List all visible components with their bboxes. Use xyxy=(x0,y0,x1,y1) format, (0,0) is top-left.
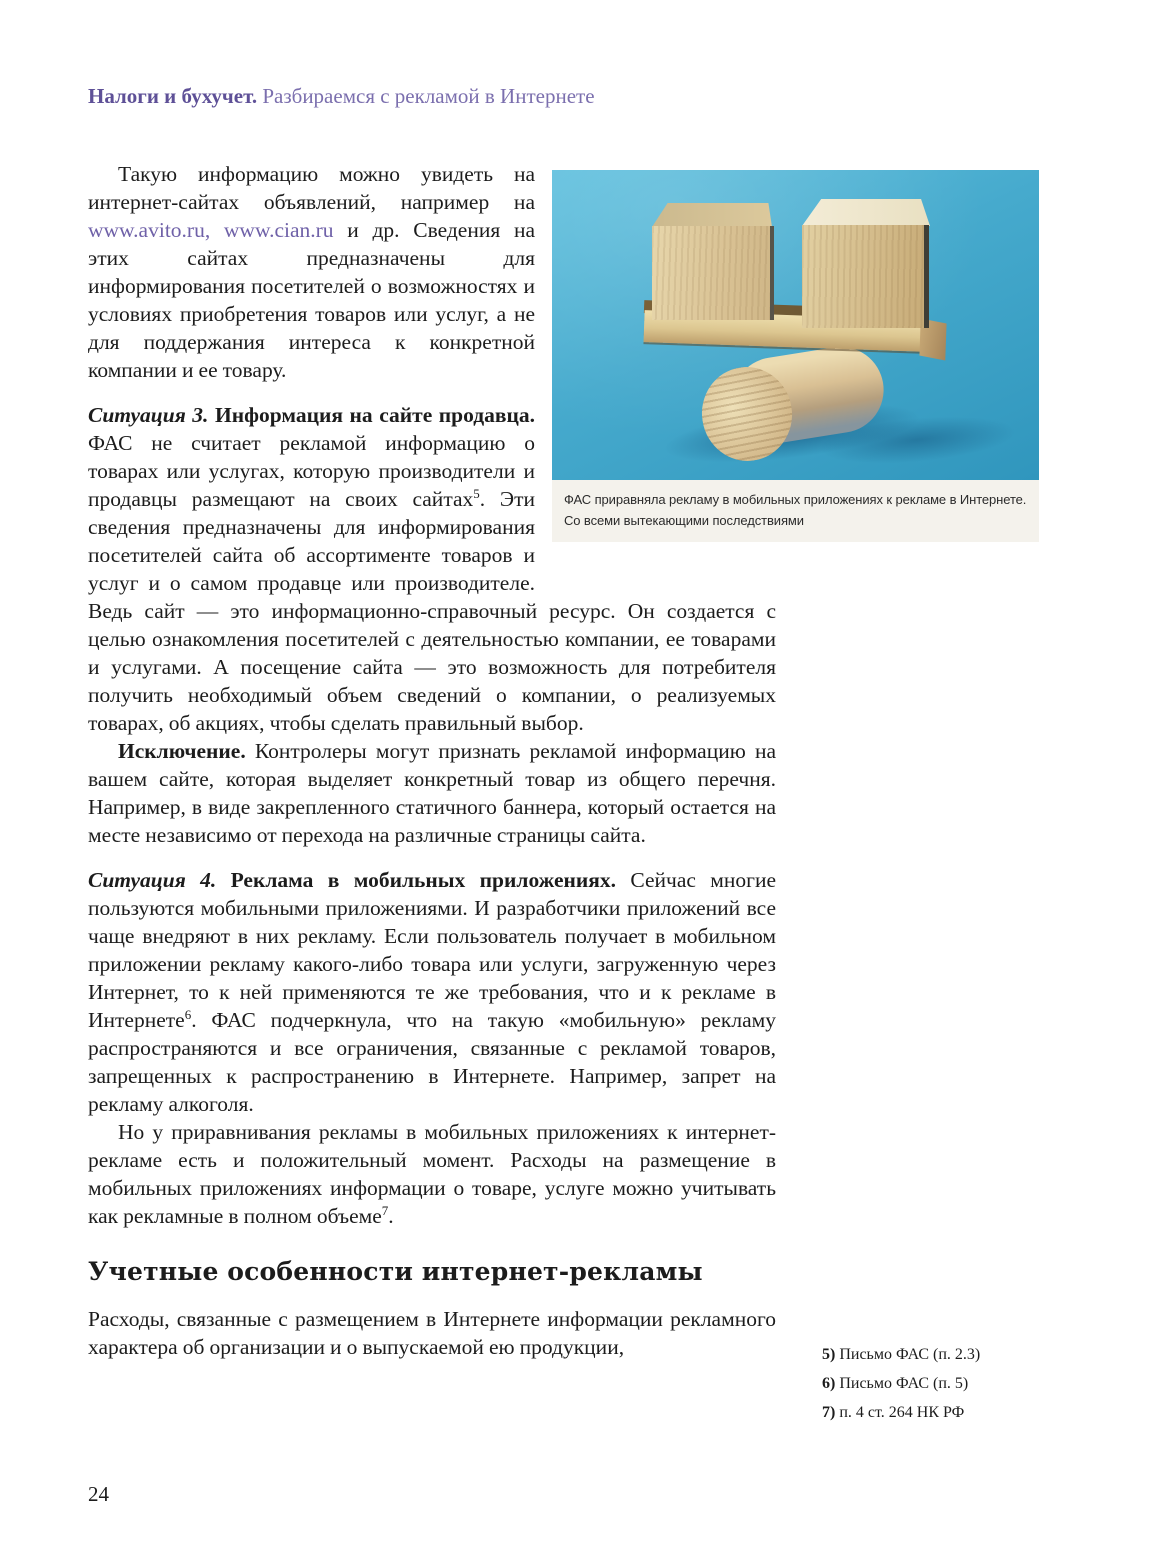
photo-wrap-spacer xyxy=(535,160,776,572)
footnote-text: Письмо ФАС (п. 2.3) xyxy=(839,1346,981,1363)
footnote-number: 6) xyxy=(822,1375,836,1392)
photo-right-cube-top xyxy=(802,199,930,226)
footnote-marker: 6 xyxy=(184,1006,192,1022)
footnote-marker: 5 xyxy=(473,485,480,501)
footnote-text: Письмо ФАС (п. 5) xyxy=(839,1375,969,1392)
footnote-5 xyxy=(822,1340,980,1369)
text-run: Реклама в мобильных приложениях. xyxy=(230,868,617,892)
running-head xyxy=(88,84,595,108)
paragraph-mobile-positive: Но у приравнивания рекламы в мобильных приложениях к интернет-рекламе есть и положительный момент. Расходы на размещение в мобильных приложениях информации о товаре, услуге можно учитывать как рекламные в полном объеме$^7$. xyxy=(88,1120,776,1228)
page-number: 24 xyxy=(88,1482,109,1506)
paragraph-accounting-intro: Расходы, связанные с размещением в Интернете информации рекламного характера об организации и о выпускаемой ею продукции, xyxy=(88,1307,776,1359)
text-run: Ситуация 4. xyxy=(88,868,217,892)
inline-url[interactable]: www.avito.ru, www.cian.ru xyxy=(88,218,334,242)
text-run: Ситуация 3. xyxy=(88,403,209,427)
running-head-title: Разбираемся с рекламой в Интернете xyxy=(262,84,595,108)
footnote-number: 5) xyxy=(822,1346,836,1363)
footnotes xyxy=(822,1340,980,1427)
footnote-6 xyxy=(822,1369,980,1398)
text-run: Исключение. xyxy=(118,739,246,763)
photo-caption: ФАС приравняла рекламу в мобильных приложениях к рекламе в Интернете. Со всеми вытекающими последствиями xyxy=(552,480,1039,542)
running-head-section: Налоги и бухучет. xyxy=(88,84,258,108)
footnote-text: п. 4 ст. 264 НК РФ xyxy=(839,1404,965,1421)
text-run: Информация на сайте продавца. xyxy=(214,403,535,427)
footnote-number: 7) xyxy=(822,1404,836,1421)
footnote-marker: 7 xyxy=(381,1202,389,1218)
paragraph-situation-4: Ситуация 4. Реклама в мобильных приложениях. Сейчас многие пользуются мобильными приложениями. И разработчики приложений все чаще внедряют в них рекламу. Если пользователь получает в мобильном приложении рекламу какого-либо товара или услуги, загруженную через Интернет, то к ней применяются те же требования, что и к рекламе в Интернете$^6$. ФАС подчеркнула, что на такую «мобильную» рекламу распространяются и все ограничения, связанные с рекламой товаров, запрещенных к распространению в Интернете. Например, запрет на рекламу алкоголя. xyxy=(88,868,777,1116)
footnote-7 xyxy=(822,1398,980,1427)
paragraph-intro: Такую информацию можно увидеть на интернет-сайтах объявлений, например на www.avito.ru, www.cian.ru и др. Сведения на этих сайтах предназначены для информирования посетителей о возможностях и условиях приобретения товаров или услуг, а не для поддержания интереса к конкретной компании и ее товару. xyxy=(88,162,535,382)
photo-right-cube xyxy=(802,225,929,328)
paragraph-exception: Исключение. Контролеры могут признать рекламой информацию на вашем сайте, которая выделяет конкретный товар из общего перечня. Например, в виде закрепленного статичного баннера, который остается на месте независимо от перехода на различные страницы сайта. xyxy=(88,739,776,847)
section-heading: Учетные особенности интернет-рекламы xyxy=(88,1257,703,1286)
article-body xyxy=(88,160,776,1361)
paragraph-situation-3: Ситуация 3. Информация на сайте продавца. ФАС не считает рекламой информацию о товарах или услугах, которую производители и продавцы размещают на своих сайтах$^5$. Эти сведения предназначены для информирования посетителей сайта об ассортименте товаров и услуг и о самом продавце или производителе. Ведь сайт — это информационно-справочный ресурс. Он создается с целью ознакомления посетителей с деятельностью компании, ее товарами и услугами. А посещение сайта — это возможность для потребителя получить необходимый объем сведений о компании, о реализуемых товарах, об акциях, чтобы сделать правильный выбор. xyxy=(88,403,776,735)
